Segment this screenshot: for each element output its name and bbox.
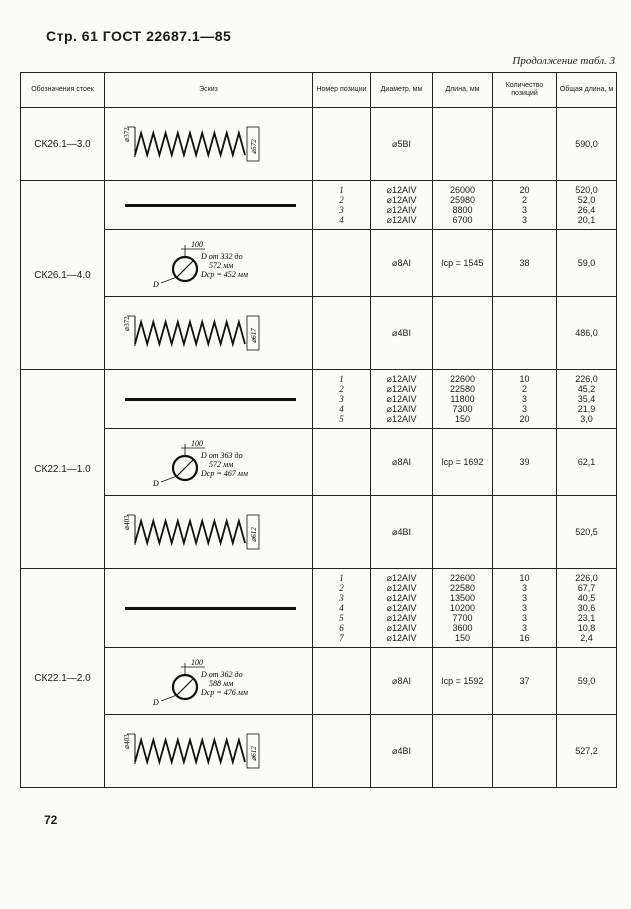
position-number-cell-value: 1 [339,185,344,195]
quantity-cell [493,496,557,569]
table-row [21,230,617,297]
length-cell [433,108,493,181]
ring-annotation: Dср = 476 мм [201,688,248,697]
table-header-row [21,73,617,108]
diameter-cell [371,370,433,429]
diameter-cell-value: ⌀12AIV [386,593,417,603]
spring-sketch [105,715,312,787]
diameter-cell: ⌀8AI [371,429,433,496]
quantity-cell-value: 20 [519,414,530,424]
ring-sketch [105,648,312,714]
page-header: Стр. 61 ГОСТ 22687.1—85 [46,28,232,44]
total-length-cell: 486,0 [557,297,617,370]
total-length-cell-value: 20,1 [577,215,596,225]
ring-annotation: 588 мм [209,679,234,688]
total-length-cell-value: 26,4 [577,205,596,215]
bar-sketch [105,569,312,647]
dimension-diameter: ⌀372 [123,316,131,331]
position-number-cell [313,429,371,496]
diameter-cell-value: ⌀12AIV [386,613,417,623]
spiral-wire [135,521,245,543]
table-row [21,181,617,230]
position-number-cell-value: 4 [339,215,344,225]
length-cell-value: 7300 [452,404,473,414]
length-cell-value: 26000 [449,185,476,195]
total-length-cell-value: 2,4 [580,633,593,643]
length-cell-value: 6700 [452,215,473,225]
length-cell-value: 10200 [449,603,476,613]
diameter-cell-value: ⌀12AIV [386,394,417,404]
diameter-cell: ⌀8AI [371,230,433,297]
reinforcement-spec-table [20,72,617,788]
dimension-pitch: ⌀612 [250,746,258,761]
table-row [21,715,617,788]
ring-annotation: 572 мм [209,261,234,270]
column-header: Длина, мм [433,73,493,108]
diameter-cell-value: ⌀12AIV [386,374,417,384]
position-number-cell-value: 2 [339,195,344,205]
ring-annotation: 100 [191,439,203,448]
quantity-cell [493,108,557,181]
quantity-cell [493,569,557,648]
quantity-cell-value: 16 [519,633,530,643]
column-header: Обозначения стоек [21,73,105,108]
total-length-cell-value: 40,5 [577,593,596,603]
position-number-cell-value: 5 [339,613,344,623]
column-mark-cell: СК26.1—4.0 [21,181,105,370]
total-length-cell: 520,5 [557,496,617,569]
quantity-cell-value: 2 [521,384,527,394]
total-length-cell: 590,0 [557,108,617,181]
quantity-cell-value: 3 [521,613,527,623]
spring-sketch [105,297,312,369]
quantity-cell-value: 10 [519,573,530,583]
quantity-cell [493,715,557,788]
position-number-cell [313,108,371,181]
spiral-wire [135,322,245,344]
total-length-cell-value: 45,2 [577,384,596,394]
quantity-cell: 37 [493,648,557,715]
quantity-cell-value: 3 [521,603,527,613]
total-length-cell-value: 520,0 [575,185,598,195]
dimension-diameter: ⌀403 [123,515,131,530]
diameter-cell-value: ⌀12AIV [386,384,417,394]
quantity-cell-value: 3 [521,623,527,633]
diameter-cell-value: ⌀12AIV [386,215,417,225]
position-number-cell-value: 3 [339,593,344,603]
length-cell-value: 150 [454,414,471,424]
quantity-cell [493,370,557,429]
diameter-cell-value: ⌀12AIV [386,205,417,215]
position-number-cell-value: 7 [339,633,344,643]
table-row [21,108,617,181]
column-mark-cell: СК22.1—1.0 [21,370,105,569]
total-length-cell: 527,2 [557,715,617,788]
quantity-cell-value: 2 [521,195,527,205]
straight-bar-sketch [125,398,296,401]
total-length-cell-value: 226,0 [575,374,598,384]
column-header: Диаметр, мм [371,73,433,108]
position-number-cell-value: 4 [339,603,344,613]
length-cell-value: 25980 [449,195,476,205]
ring-annotation: D от 363 до [201,451,243,460]
spring-sketch [105,496,312,568]
column-mark-cell: СК22.1—2.0 [21,569,105,788]
length-cell-value: 7700 [452,613,473,623]
total-length-cell-value: 21,9 [577,404,596,414]
table-row [21,297,617,370]
ring-annotation: 100 [191,658,203,667]
total-length-cell: 59,0 [557,230,617,297]
length-cell: lср = 1692 [433,429,493,496]
diameter-cell-value: ⌀12AIV [386,633,417,643]
dimension-pitch: ⌀572 [250,139,258,154]
diameter-cell-value: ⌀12AIV [386,583,417,593]
length-cell-value: 3600 [452,623,473,633]
sketch-cell [105,429,313,496]
length-cell-value: 8800 [452,205,473,215]
quantity-cell-value: 10 [519,374,530,384]
length-cell-value: 22580 [449,384,476,394]
sketch-cell [105,230,313,297]
position-number-cell-value: 1 [339,573,344,583]
total-length-cell-value: 30,6 [577,603,596,613]
sketch-cell [105,496,313,569]
position-number-cell-value: 3 [339,394,344,404]
sketch-cell [105,569,313,648]
diameter-cell: ⌀5BI [371,108,433,181]
quantity-cell-value: 3 [521,394,527,404]
length-cell: lср = 1592 [433,648,493,715]
length-cell: lср = 1545 [433,230,493,297]
column-header: Количество позиций [493,73,557,108]
position-number-cell [313,715,371,788]
diameter-cell-value: ⌀12AIV [386,185,417,195]
column-header: Номер позиции [313,73,371,108]
column-header: Общая длина, м [557,73,617,108]
length-cell-value: 150 [454,633,471,643]
diameter-cell-value: ⌀12AIV [386,404,417,414]
dimension-pitch: ⌀617 [250,328,258,343]
ring-annotation: D от 362 до [201,670,243,679]
ring-annotation: 572 мм [209,460,234,469]
length-cell-value: 22600 [449,374,476,384]
sketch-cell [105,297,313,370]
total-length-cell: 59,0 [557,648,617,715]
position-number-cell-value: 4 [339,404,344,414]
ring-diameter-marker: D [153,479,159,488]
quantity-cell [493,297,557,370]
ring-annotation: 100 [191,240,203,249]
diameter-cell: ⌀8AI [371,648,433,715]
sketch-cell [105,715,313,788]
table-row [21,496,617,569]
table-row [21,370,617,429]
quantity-cell-value: 20 [519,185,530,195]
diameter-cell [371,181,433,230]
position-number-cell-value: 2 [339,384,344,394]
table-row [21,569,617,648]
quantity-cell-value: 3 [521,593,527,603]
sketch-cell [105,648,313,715]
table-row [21,429,617,496]
diameter-cell-value: ⌀12AIV [386,623,417,633]
ring-diameter-marker: D [153,280,159,289]
dimension-diameter: ⌀403 [123,734,131,749]
page-number: 72 [44,813,58,827]
length-cell [433,297,493,370]
sketch-cell [105,108,313,181]
position-number-cell-value: 5 [339,414,344,424]
total-length-cell: 62,1 [557,429,617,496]
position-number-cell-value: 6 [339,623,344,633]
quantity-cell [493,181,557,230]
diameter-cell-value: ⌀12AIV [386,573,417,583]
total-length-cell [557,370,617,429]
straight-bar-sketch [125,204,296,207]
position-number-cell [313,230,371,297]
column-mark-cell: СК26.1—3.0 [21,108,105,181]
diameter-cell-value: ⌀12AIV [386,195,417,205]
dimension-pitch: ⌀612 [250,527,258,542]
bar-sketch [105,370,312,428]
total-length-cell [557,181,617,230]
ring-sketch [105,429,312,495]
position-number-cell-value: 2 [339,583,344,593]
sketch-cell [105,181,313,230]
length-cell-value: 11800 [450,394,475,404]
column-header: Эскиз [105,73,313,108]
quantity-cell: 39 [493,429,557,496]
position-number-cell-value: 3 [339,205,344,215]
position-number-cell [313,181,371,230]
diameter-cell: ⌀4BI [371,297,433,370]
position-number-cell [313,569,371,648]
length-cell [433,569,493,648]
length-cell [433,370,493,429]
total-length-cell-value: 35,4 [577,394,596,404]
position-number-cell-value: 1 [339,374,344,384]
diameter-cell: ⌀4BI [371,496,433,569]
total-length-cell-value: 23,1 [577,613,596,623]
total-length-cell-value: 3,0 [580,414,593,424]
ring-annotation: Dср = 467 мм [201,469,248,478]
length-cell [433,181,493,230]
position-number-cell [313,297,371,370]
quantity-cell: 38 [493,230,557,297]
diameter-cell [371,569,433,648]
diameter-cell-value: ⌀12AIV [386,414,417,424]
total-length-cell-value: 10,8 [577,623,596,633]
spiral-wire [135,133,245,155]
ring-diameter-marker: D [153,698,159,707]
length-cell [433,496,493,569]
dimension-diameter: ⌀372 [123,127,131,142]
sketch-cell [105,370,313,429]
position-number-cell [313,370,371,429]
ring-sketch [105,230,312,296]
bar-sketch [105,181,312,229]
position-number-cell [313,648,371,715]
diameter-cell: ⌀4BI [371,715,433,788]
ring-annotation: D от 332 до [201,252,243,261]
total-length-cell [557,569,617,648]
spiral-wire [135,740,245,762]
length-cell-value: 22580 [449,583,476,593]
straight-bar-sketch [125,607,296,610]
spring-sketch [105,108,312,180]
ring-annotation: Dср = 452 мм [201,270,248,279]
quantity-cell-value: 3 [521,404,527,414]
total-length-cell-value: 52,0 [577,195,596,205]
total-length-cell-value: 226,0 [575,573,598,583]
quantity-cell-value: 3 [521,215,527,225]
quantity-cell-value: 3 [521,583,527,593]
diameter-cell-value: ⌀12AIV [386,603,417,613]
table-row [21,648,617,715]
length-cell-value: 13500 [449,593,476,603]
position-number-cell [313,496,371,569]
quantity-cell-value: 3 [521,205,527,215]
total-length-cell-value: 67,7 [577,583,596,593]
length-cell [433,715,493,788]
length-cell-value: 22600 [449,573,476,583]
table-continuation-label: Продолжение табл. 3 [512,55,615,67]
